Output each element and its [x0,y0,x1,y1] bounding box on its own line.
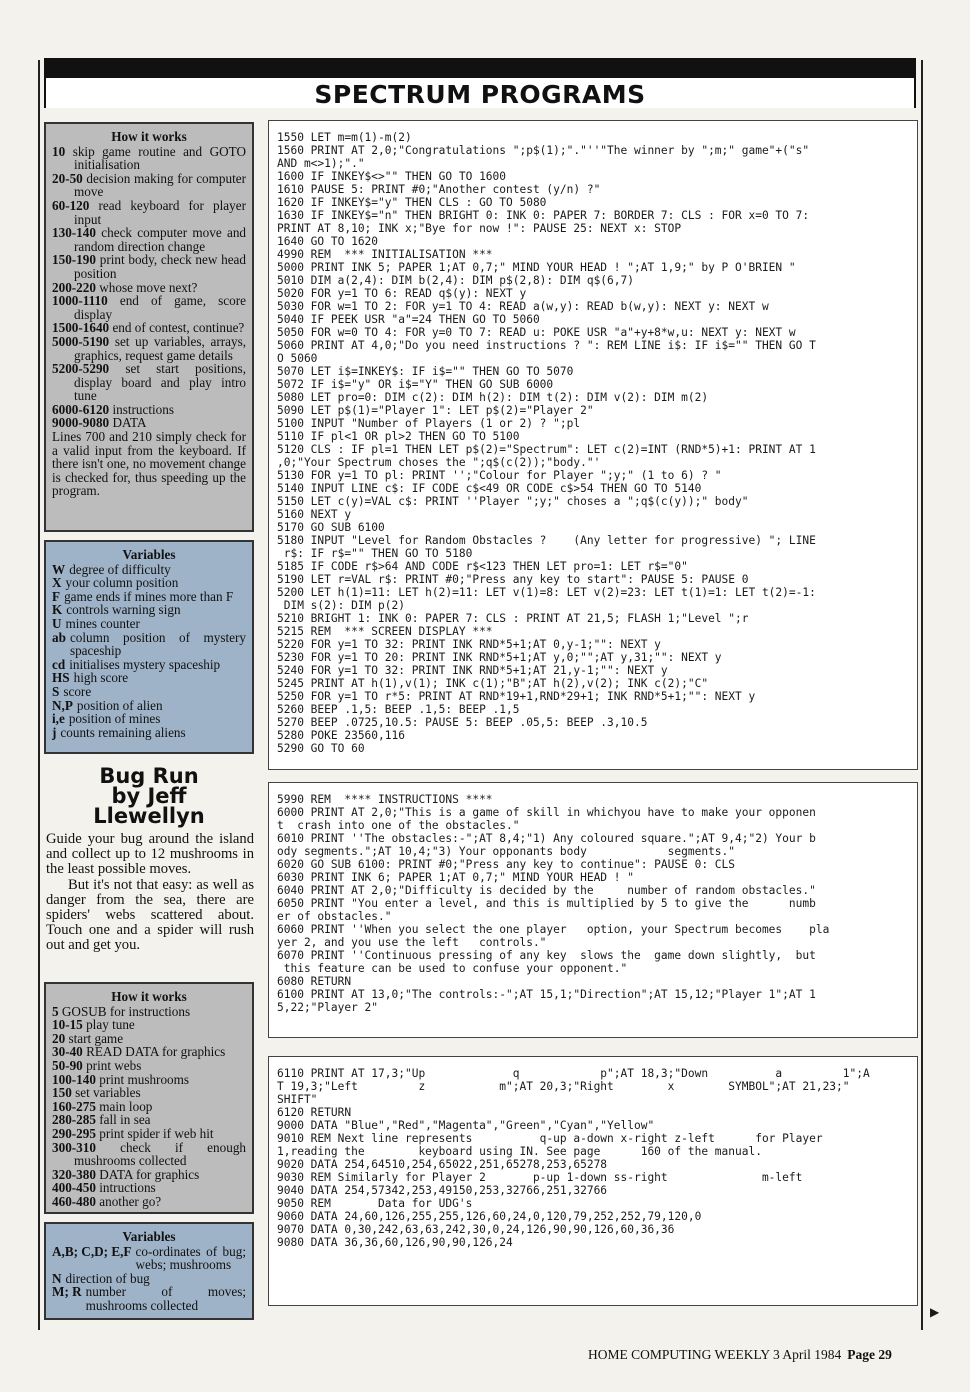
list-item [52,685,246,699]
article-body [46,832,254,954]
code-line: ody segments.";AT 10,4;"3) Your opponants body segments." [277,845,736,858]
article-title-line: Bug Run [99,764,199,788]
list-item-value: mines counter [65,615,140,631]
code-line: ,0;"Your Spectrum choses the ";q$(c(2));"body."' [277,456,601,469]
code-line: AND m<>1);"." [277,157,365,170]
code-line: 1560 PRINT AT 2,0;"Congratulations ";p$(1);"."''"The winner by ";m;" game"+("s" [277,144,810,157]
list-item-value: whose move next? [99,279,198,295]
how-it-works-list [52,1005,246,1209]
article-title-line: by Jeff [111,784,187,808]
code-line: 6120 RETURN [277,1106,352,1119]
code-line: 5140 INPUT LINE c$: IF CODE c$<49 OR CODE c$>54 THEN GO TO 5140 [277,482,702,495]
code-line: 1640 GO TO 1620 [277,235,379,248]
code-line: 5030 FOR w=1 TO 2: FOR y=1 TO 4: READ a(w,y): READ b(w,y): NEXT y: NEXT w [277,300,769,313]
list-item-key: 1000-1110 [52,293,108,309]
list-item [52,563,246,577]
list-item-value: end of game, score display [74,293,246,322]
list-item-key: 10 [52,143,66,159]
list-item-value: intructions [99,1180,156,1196]
code-line: 5010 DIM a(2,4): DIM b(2,4): DIM p$(2,8): DIM q$(6,7) [277,274,634,287]
list-item-key: 5 [52,1003,59,1019]
list-item [52,1045,246,1059]
variables-list [52,563,246,740]
list-item [52,1086,246,1100]
code-line: O 5060 [277,352,318,365]
list-item-key: N [52,1270,62,1286]
page-footer [588,1347,892,1363]
list-item-key: 160-275 [52,1098,96,1114]
panel-title: How it works [111,129,187,144]
list-item-key: 400-450 [52,1180,96,1196]
list-item [52,658,246,672]
code-line: 9050 REM Data for UDG's [277,1197,473,1210]
code-line: 5180 INPUT "Level for Random Obstacles ? (Any letter for progressive) "; LINE [277,534,816,547]
code-line: 5240 FOR y=1 TO 32: PRINT INK RND*5+1;AT 21,y-1;"": NEXT y [277,664,668,677]
code-line: 5130 FOR y=1 TO pl: PRINT '';"Colour for Player ";y;" (1 to 6) ? " [277,469,722,482]
list-item-value: position of mines [68,711,161,727]
list-item [52,1073,246,1087]
code-line: 5230 FOR y=1 TO 20: PRINT INK RND*5+1;AT y,0;"";AT y,31;"": NEXT y [277,651,722,664]
panel-title: Variables [122,1229,176,1244]
code-line: 5160 NEXT y [277,508,352,521]
list-item [52,416,246,430]
code-listing-3 [268,1056,918,1306]
code-line: 5280 POKE 23560,116 [277,729,405,742]
code-line: t crash into one of the obstacles." [277,819,520,832]
article-title-line: Llewellyn [93,804,205,828]
list-item-value: end of contest, continue? [112,320,245,336]
code-line: 9000 DATA "Blue","Red","Magenta","Green","Cyan","Yellow" [277,1119,655,1132]
list-item-key: 20 [52,1030,66,1046]
code-line: yer 2, and you use the left controls." [277,936,547,949]
code-line: 5072 IF i$="y" OR i$="Y" THEN GO SUB 6000 [277,378,554,391]
list-item-key: K [52,602,63,618]
code-line: 9030 REM Similarly for Player 2 p-up 1-down ss-right m-left [277,1171,803,1184]
list-item [52,1181,246,1195]
code-line: 5090 LET p$(1)="Player 1": LET p$(2)="Player 2" [277,404,594,417]
list-item-value: check computer move and random direction change [74,225,247,254]
code-line: 1,reading the keyboard using IN. See page 160 of the manual. [277,1145,762,1158]
code-line: 4990 REM *** INITIALISATION *** [277,248,493,261]
code-line: 5080 LET pro=0: DIM c(2): DIM h(2): DIM t(2): DIM v(2): DIM m(2) [277,391,709,404]
list-item [52,335,246,362]
list-item [52,726,246,740]
list-item [52,1195,246,1209]
code-line: PRINT AT 8,10; INK x;"Bye for now !": PAUSE 25: NEXT x: STOP [277,222,682,235]
list-item [52,281,246,295]
list-item-key: N,P [52,697,73,713]
code-line: this feature can be used to confuse your opponent." [277,962,628,975]
list-item [52,1127,246,1141]
list-item-key: cd [52,656,66,672]
list-item [52,145,246,172]
list-item [52,226,246,253]
list-item-value: counts remaining aliens [60,724,186,740]
frame-line-left [38,60,40,1330]
list-item [52,1100,246,1114]
code-line: 5120 CLS : IF pl=1 THEN LET p$(2)="Spectrum": LET c(2)=INT (RND*5)+1: PRINT AT 1 [277,443,816,456]
code-line: 5100 INPUT "Number of Players (1 or 2) ? ";pl [277,417,581,430]
list-item-key: X [52,575,62,591]
code-line: 5185 IF CODE r$>64 AND CODE r$<123 THEN LET pro=1: LET r$="0" [277,560,688,573]
code-line: 5990 REM **** INSTRUCTIONS **** [277,793,493,806]
list-item-value: controls warning sign [66,602,181,618]
code-line: 5170 GO SUB 6100 [277,521,385,534]
list-item-key: 60-120 [52,197,90,213]
code-line: 5150 LET c(y)=VAL c$: PRINT ''Player ";y;" choses a ";q$(c(y));" body" [277,495,749,508]
list-item-key: 130-140 [52,225,96,241]
list-item-value: decision making for computer move [74,170,247,200]
code-line: 5215 REM *** SCREEN DISPLAY *** [277,625,493,638]
code-line: 6070 PRINT ''Continuous pressing of any key slows the game down slightly, but [277,949,816,962]
code-line: 5290 GO TO 60 [277,742,365,755]
list-item-value: DATA for graphics [99,1166,200,1182]
code-line: 6020 GO SUB 6100: PRINT #0;"Press any key to continue": PAUSE 0: CLS [277,858,736,871]
list-item [52,172,246,199]
list-item-key: 9000-9080 [52,415,110,431]
code-line: er of obstacles." [277,910,392,923]
article-paragraph: Guide your bug around the island and collect up to 12 mushrooms in the least possible moves. [46,831,254,878]
list-item [52,199,246,226]
code-line: 9060 DATA 24,60,126,255,255,126,60,24,0,120,79,252,252,79,120,0 [277,1210,702,1223]
page-title: SPECTRUM PROGRAMS [314,80,646,109]
code-line: 6080 RETURN [277,975,352,988]
how-it-works-panel-2 [44,982,254,1214]
code-line: 6010 PRINT ''The obstacles:-";AT 8,4;"1) Any coloured square.";AT 9,4;"2) Your b [277,832,816,845]
code-line: 9010 REM Next line represents q-up a-down x-right z-left for Player [277,1132,823,1145]
list-item-key: 100-140 [52,1071,96,1087]
code-line: 5110 IF pl<1 OR pl>2 THEN GO TO 5100 [277,430,520,443]
list-item-key: 320-380 [52,1166,96,1182]
code-line: 5070 LET i$=INKEY$: IF i$="" THEN GO TO 5070 [277,365,574,378]
code-line: 6000 PRINT AT 2,0;"This is a game of skill in whichyou have to make your opponen [277,806,816,819]
list-item-key: A,B; C,D; E,F [52,1243,132,1259]
list-item-key: 20-50 [52,170,83,186]
code-line: SHIFT" [277,1093,318,1106]
list-item-value: main loop [99,1098,153,1114]
code-line: 1630 IF INKEY$="n" THEN BRIGHT 0: INK 0: PAPER 7: BORDER 7: CLS : FOR x=0 TO 7: [277,209,810,222]
list-item-value: position of alien [76,697,163,713]
list-item-value: check if enough mushrooms collected [74,1139,247,1169]
list-item-value: set variables [75,1085,141,1101]
list-item [52,603,246,617]
list-item-key: W [52,561,66,577]
list-item-value: skip game routine and GOTO initialisation [72,143,246,173]
code-line: 5260 BEEP .1,5: BEEP .1,5: BEEP .1,5 [277,703,520,716]
list-item [52,1018,246,1032]
list-item [52,1141,246,1168]
list-item [52,1005,246,1019]
list-item [52,1059,246,1073]
code-line: 9080 DATA 36,36,60,126,90,90,126,24 [277,1236,513,1249]
list-item-key: 280-285 [52,1112,96,1128]
list-item [52,1113,246,1127]
code-line: 5190 LET r=VAL r$: PRINT #0;"Press any key to start": PAUSE 5: PAUSE 0 [277,573,749,586]
list-item-key: 150-190 [52,252,96,268]
variables-list [52,1245,246,1313]
list-item-value: print mushrooms [99,1071,190,1087]
list-item-key: 50-90 [52,1057,83,1073]
code-line: 5270 BEEP .0725,10.5: PAUSE 5: BEEP .05,5: BEEP .3,10.5 [277,716,648,729]
list-item [52,1272,246,1286]
list-item-key: 6000-6120 [52,401,110,417]
code-line: 6040 PRINT AT 2,0;"Difficulty is decided by the number of random obstacles." [277,884,816,897]
list-item [52,576,246,590]
list-item-key: 290-295 [52,1125,96,1141]
list-item-value: co-ordinates of bug; webs; mushrooms [135,1243,246,1273]
list-item-key: S [52,683,60,699]
frame-line-right [921,60,923,1330]
code-line: 5220 FOR y=1 TO 32: PRINT INK RND*5+1;AT 0,y-1;"": NEXT y [277,638,661,651]
continue-arrow-icon: ▶ [930,1305,940,1319]
list-item-value: print spider if web hit [99,1125,214,1141]
list-item-value: your column position [65,575,179,591]
list-item [52,321,246,335]
list-item-value: read keyboard for player input [74,197,246,227]
code-listing-2 [268,782,918,1038]
article-title [44,766,254,826]
list-item-key: 1500-1640 [52,320,110,336]
code-line: 5060 PRINT AT 4,0;"Do you need instructions ? ": REM LINE i$: IF i$="" THEN GO T [277,339,816,352]
list-item [52,590,246,604]
code-line: 5000 PRINT INK 5; PAPER 1;AT 0,7;" MIND YOUR HEAD ! ";AT 1,9;" by P O'BRIEN " [277,261,796,274]
list-item [52,699,246,713]
list-item-value: instructions [112,401,174,417]
code-line: 5050 FOR w=0 TO 4: FOR y=0 TO 7: READ u: POKE USR "a"+y+8*w,u: NEXT y: NEXT w [277,326,796,339]
variables-panel-1 [44,540,254,754]
article-paragraph: But it's not that easy: as well as danger from the sea, there are spiders' webs scattered about. Touch one and a spider will rush out and get you. [46,876,254,954]
list-item [52,712,246,726]
code-line: 5200 LET h(1)=11: LET h(2)=11: LET v(1)=8: LET v(2)=23: LET t(1)=1: LET t(2)=-1: [277,586,816,599]
list-item [52,631,246,658]
list-item-key: 200-220 [52,279,96,295]
list-item-value: DATA [112,415,147,431]
list-item-value: another go? [99,1193,162,1209]
code-line: 9040 DATA 254,57342,253,49150,253,32766,251,32766 [277,1184,608,1197]
list-item-key: U [52,615,62,631]
publication-line: HOME COMPUTING WEEKLY 3 April 1984 [588,1347,842,1362]
list-item-key: 150 [52,1085,72,1101]
list-item-value: number of moves; mushrooms collected [85,1284,246,1313]
code-line: 6060 PRINT ''When you select the one player option, your Spectrum becomes pla [277,923,830,936]
list-item-value: score [63,683,92,699]
code-line: 1600 IF INKEY$<>"" THEN GO TO 1600 [277,170,507,183]
list-item [52,403,246,417]
list-item-key: 300-310 [52,1139,96,1155]
list-item [52,294,246,321]
list-item-value: set up variables, arrays, graphics, request game details [74,333,247,363]
code-line: 9020 DATA 254,64510,254,65022,251,65278,253,65278 [277,1158,608,1171]
header-band [44,78,916,108]
list-item-value: column position of mystery spaceship [69,629,246,659]
list-item-value: game ends if mines more than F [64,588,234,604]
code-line: r$: IF r$="" THEN GO TO 5180 [277,547,473,560]
how-it-works-list [52,145,246,430]
list-item-value: initialises mystery spaceship [69,656,221,672]
list-item-key: i,e [52,711,65,727]
list-item-value: direction of bug [65,1270,150,1286]
panel-title: How it works [111,989,187,1004]
code-line: 6100 PRINT AT 13,0;"The controls:-";AT 15,1;"Direction";AT 15,12;"Player 1";AT 1 [277,988,816,1001]
code-line: T 19,3;"Left z m";AT 20,3;"Right x SYMBOL";AT 21,23;" [277,1080,850,1093]
code-line: 6110 PRINT AT 17,3;"Up q p";AT 18,3;"Down a 1";A [277,1067,870,1080]
page-number: Page 29 [847,1347,892,1362]
code-line: 1610 PAUSE 5: PRINT #0;"Another contest (y/n) ?" [277,183,601,196]
list-item-value: high score [73,670,129,686]
code-listing-1 [268,120,918,770]
list-item [52,253,246,280]
list-item-key: 30-40 [52,1044,83,1060]
how-it-works-panel-1 [44,122,254,532]
panel-title: Variables [122,547,176,562]
list-item-key: 5000-5190 [52,333,110,349]
code-line: 6030 PRINT INK 6; PAPER 1;AT 0,7;" MIND YOUR HEAD ! " [277,871,634,884]
list-item-value: set start positions, display board and play intro tune [74,361,246,404]
list-item-value: degree of difficulty [69,561,171,577]
list-item [52,671,246,685]
list-item-key: ab [52,629,66,645]
code-line: DIM s(2): DIM p(2) [277,599,405,612]
code-line: 5250 FOR y=1 TO r*5: PRINT AT RND*19+1,RND*29+1; INK RND*5+1;"": NEXT y [277,690,756,703]
variables-panel-2 [44,1222,254,1320]
list-item-key: 460-480 [52,1193,96,1209]
list-item-value: play tune [86,1017,135,1033]
code-line: 5210 BRIGHT 1: INK 0: PAPER 7: CLS : PRINT AT 21,5; FLASH 1;"Level ";r [277,612,749,625]
how-it-works-note: Lines 700 and 210 simply check for a valid input from the keyboard. If there isn't one, no movement change is checked for, thus speeding up the program. [52,429,246,499]
list-item-key: HS [52,670,70,686]
list-item [52,1245,246,1272]
list-item [52,1168,246,1182]
list-item [52,1032,246,1046]
code-line: 5020 FOR y=1 TO 6: READ q$(y): NEXT y [277,287,527,300]
code-line: 1620 IF INKEY$="y" THEN CLS : GO TO 5080 [277,196,547,209]
list-item [52,362,246,403]
list-item-value: start game [68,1030,124,1046]
code-line: 5245 PRINT AT h(1),v(1); INK c(1);"B";AT h(2),v(2); INK c(2);"C" [277,677,709,690]
list-item-value: fall in sea [99,1112,151,1128]
list-item-value: print webs [86,1057,142,1073]
list-item-value: print body, check new head position [74,252,247,281]
header-bar [44,58,916,78]
list-item-key: 5200-5290 [52,361,110,377]
list-item-key: 10-15 [52,1017,83,1033]
code-line: 9070 DATA 0,30,242,63,63,242,30,0,24,126,90,90,126,60,36,36 [277,1223,675,1236]
list-item [52,1285,246,1312]
code-line: 5,22;"Player 2" [277,1001,379,1014]
list-item-key: M; R [52,1284,82,1300]
code-line: 5040 IF PEEK USR "a"=24 THEN GO TO 5060 [277,313,540,326]
code-line: 1550 LET m=m(1)-m(2) [277,131,412,144]
list-item-value: READ DATA for graphics [86,1044,226,1060]
code-line: 6050 PRINT "You enter a level, and this is multiplied by 5 to give the numb [277,897,816,910]
list-item-key: F [52,588,61,604]
list-item [52,617,246,631]
list-item-value: GOSUB for instructions [61,1003,191,1019]
list-item-key: j [52,724,57,740]
